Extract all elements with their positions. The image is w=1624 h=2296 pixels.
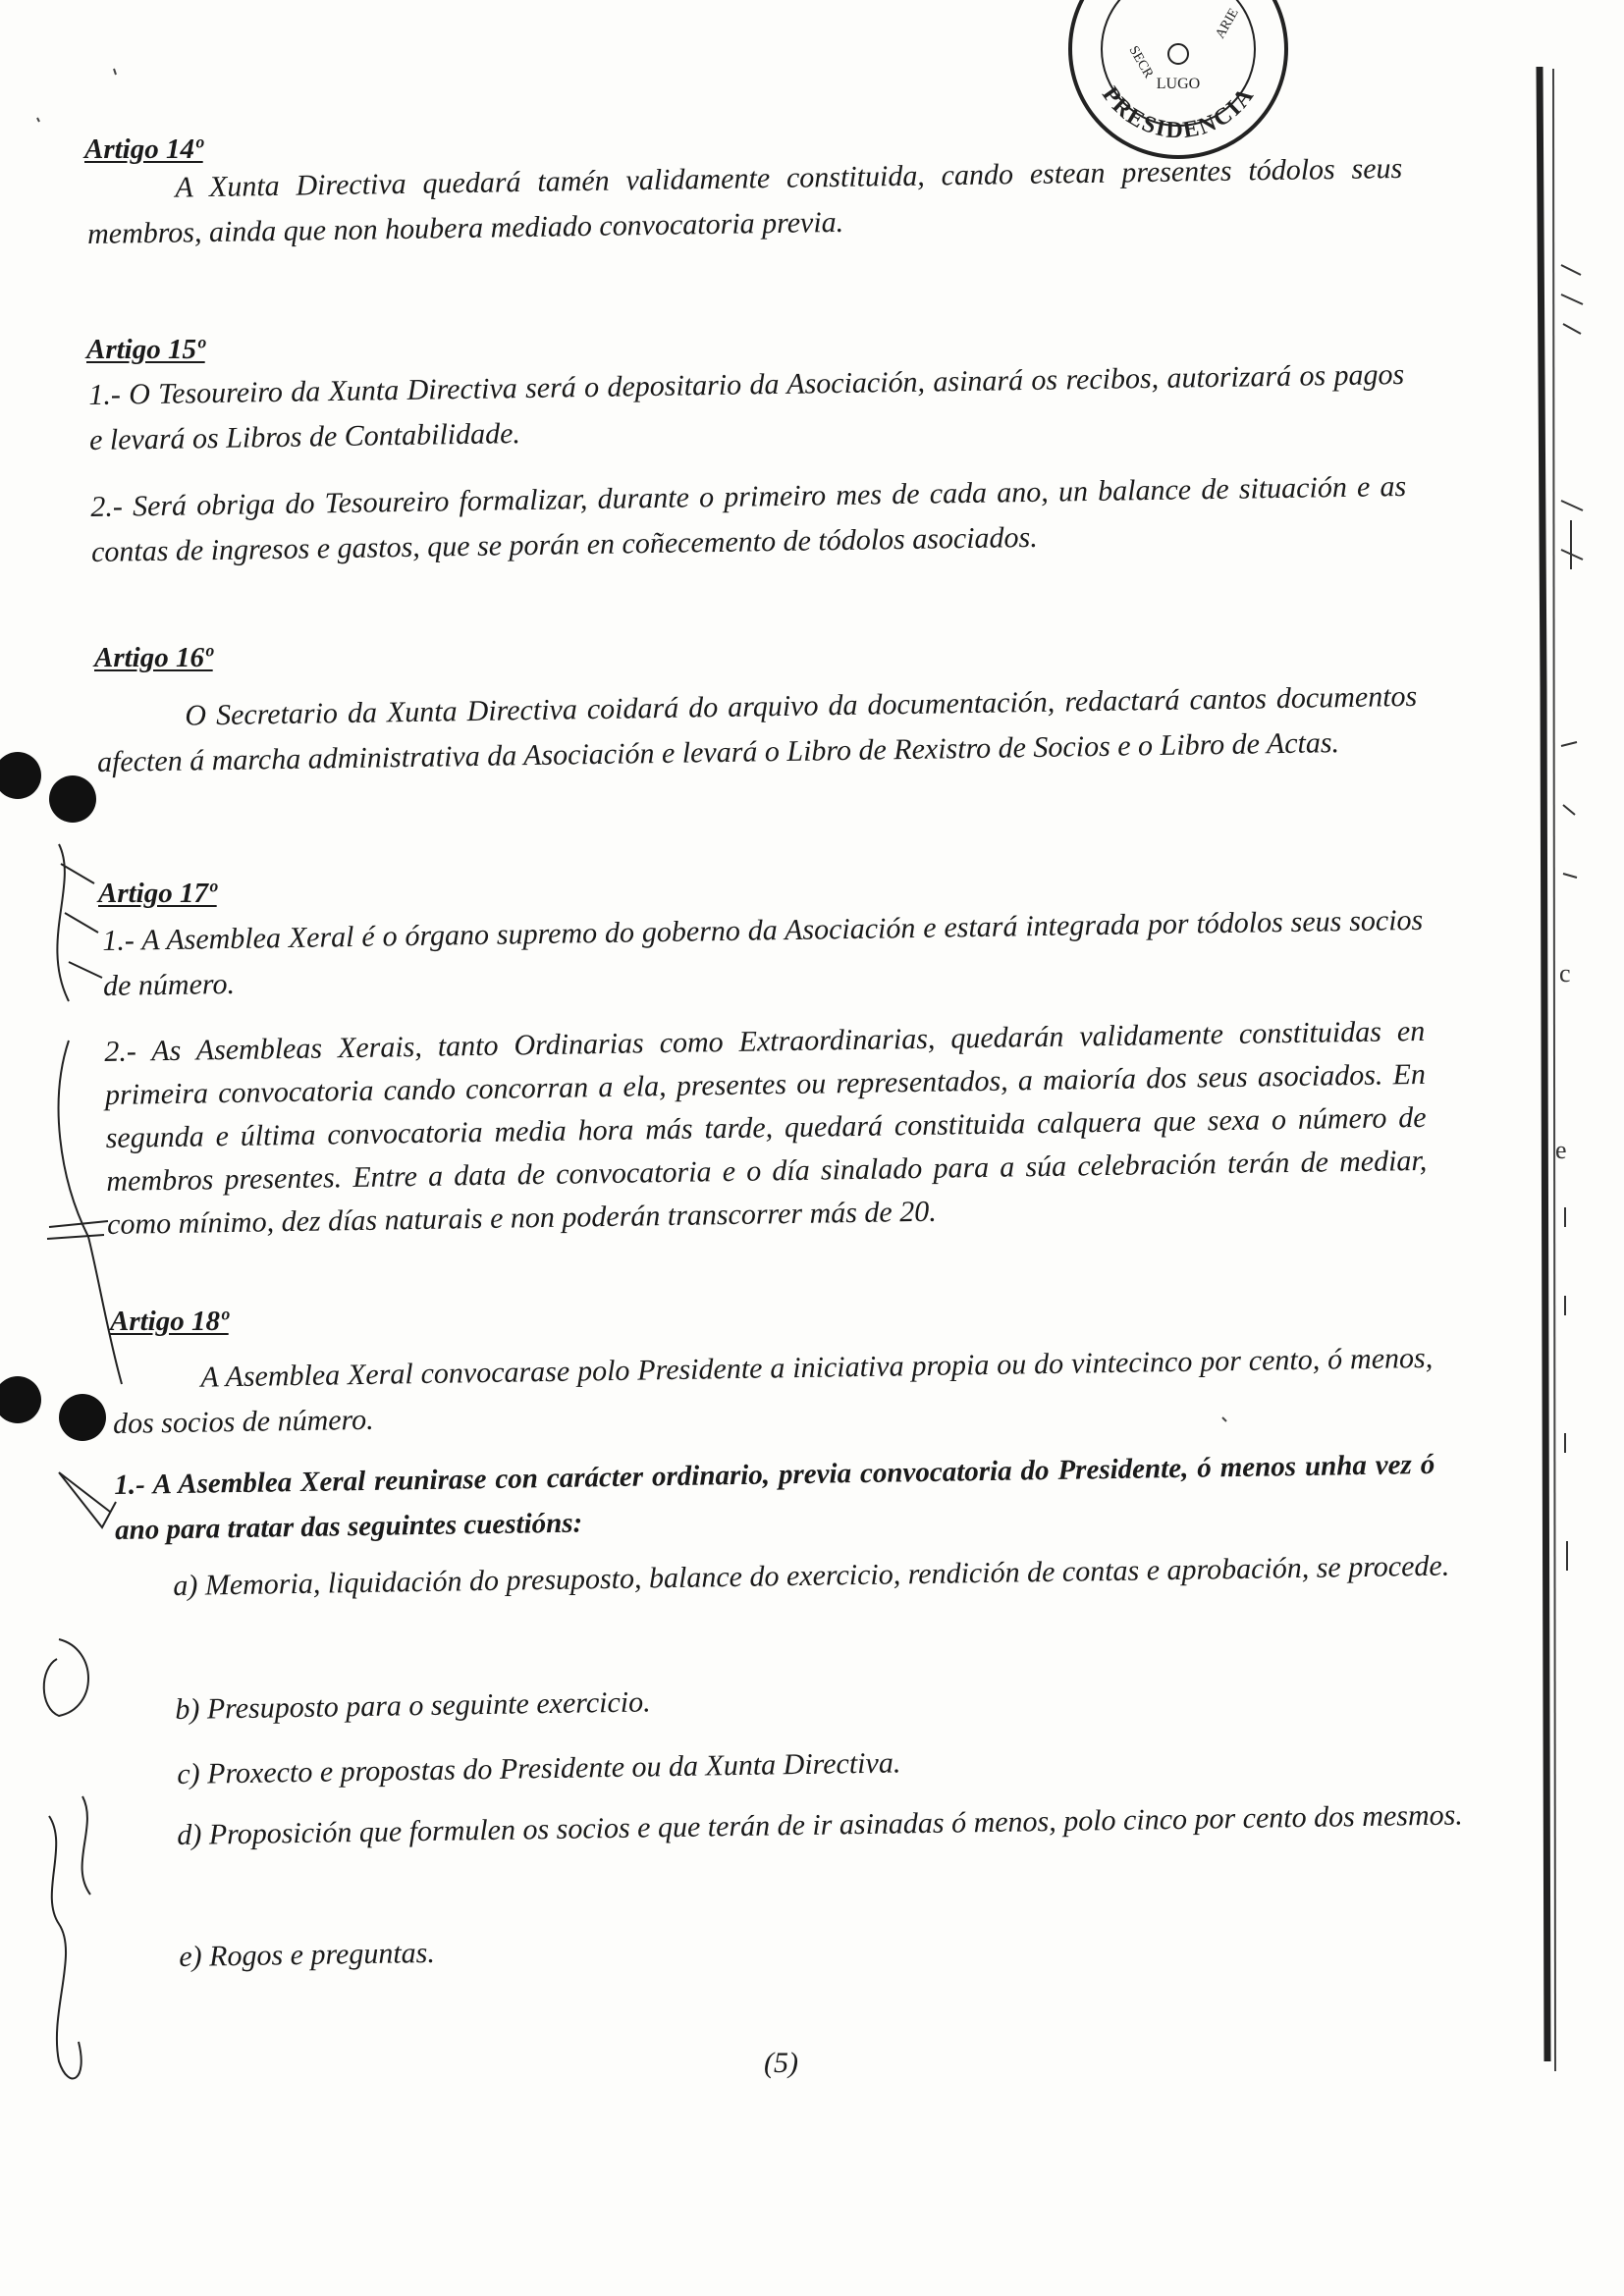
article-17-paragraph-2: 2.- As Asembleas Xerais, tanto Ordinarias como Extraordinarias, quedarán validamente constituidas en primeira convocatoria cando concorran a ela, presentes ou representados, a maioría dos seus asociados. En segunda e última convocatoria media hora más tarde, quedará constituida calquera que sexa o número de membros presentes. Entre a data de convocatoria e o día sinalado para a súa celebración terán de mediar, como mínimo, dez días naturais e non poderán transcorrer más de 20. — [104, 1014, 1428, 1241]
svg-text:PRESIDENCIA: PRESIDENCIA — [1097, 81, 1261, 144]
punch-hole — [59, 1394, 106, 1441]
list-item-a: a) Memoria, liquidación do presuposto, balance do exercicio, rendición de contas e aprobación, se procede. — [173, 1549, 1450, 1602]
article-14-title: Artigo 14º — [84, 133, 203, 165]
article-14-paragraph: A Xunta Directiva quedará tamén validamente constituida, cando estean presentes tódolos seus membros, ainda que non houbera mediado convocatoria previa. — [86, 151, 1403, 250]
svg-text:ARIE: ARIE — [1213, 6, 1242, 41]
article-18-paragraph-intro: A Asemblea Xeral convocarase polo Presidente a iniciativa propia ou do vintecinco por cento, ó menos, dos socios de número. — [112, 1341, 1434, 1440]
list-item-b: b) Presuposto para o seguinte exercicio. — [175, 1685, 651, 1726]
svg-text:c: c — [1559, 959, 1571, 988]
article-18-title: Artigo 18º — [110, 1306, 229, 1337]
svg-text:LUGO: LUGO — [1156, 76, 1201, 92]
list-item-d: d) Proposición que formulen os socios e que terán de ir asinadas ó menos, polo cinco por cento dos mesmos. — [177, 1798, 1464, 1851]
article-17-title: Artigo 17º — [98, 878, 217, 909]
article-16-title: Artigo 16º — [94, 642, 213, 673]
svg-text:e: e — [1555, 1136, 1567, 1164]
svg-text:SECR: SECR — [1125, 43, 1157, 81]
list-item-c: c) Proxecto e propostas do Presidente ou da Xunta Directiva. — [177, 1746, 901, 1790]
article-18-paragraph-1: 1.- A Asemblea Xeral reunirase con carácter ordinario, previa convocatoria do Presidente, ó menos unha vez ó ano para tratar das seguintes cuestións: — [114, 1448, 1435, 1546]
punch-hole — [0, 752, 41, 799]
page-number: (5) — [764, 2047, 798, 2079]
article-17-paragraph-1: 1.- A Asemblea Xeral é o órgano supremo do goberno da Asociación e estará integrada por tódolos seus socios de número. — [102, 903, 1424, 1002]
list-item-e: e) Rogos e preguntas. — [179, 1936, 436, 1973]
punch-hole — [0, 1376, 41, 1423]
article-15-paragraph-2: 2.- Será obriga do Tesoureiro formalizar, durante o primeiro mes de cada ano, un balance de situación e as contas de ingresos e gastos, que se porán en coñecemento de tódolos asociados. — [90, 469, 1407, 568]
article-16-paragraph: O Secretario da Xunta Directiva coidará do arquivo da documentación, redactará cantos documentos afecten á marcha administrativa da Asociación e levará o Libro de Rexistro de Socios e o Libro de Actas. — [96, 679, 1418, 778]
presidencia-stamp — [1060, 0, 1296, 167]
punch-hole — [49, 775, 96, 823]
article-15-paragraph-1: 1.- O Tesoureiro da Xunta Directiva será o depositario da Asociación, asinará os recibos, autorizará os pagos e levará os Libros de Contabilidade. — [88, 357, 1405, 456]
article-15-title: Artigo 15º — [86, 334, 205, 365]
